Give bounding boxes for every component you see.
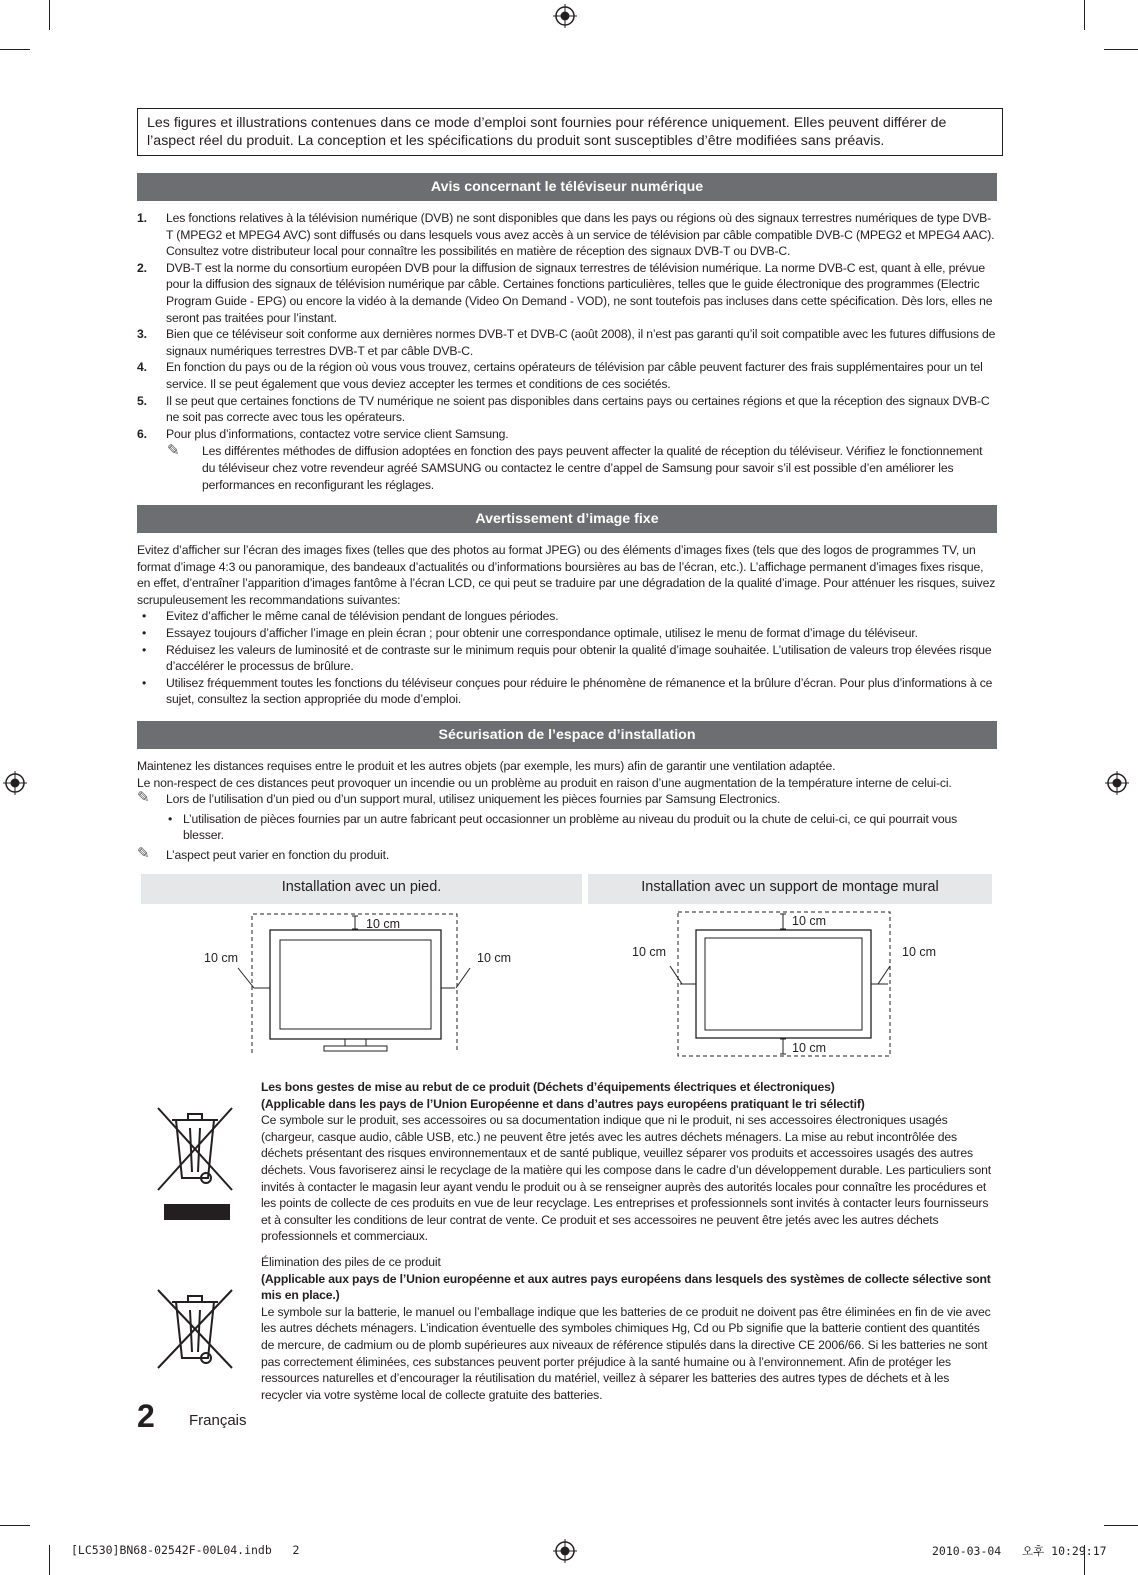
list-item: 2. DVB-T est la norme du consortium européen DVB pour la diffusion de signaux terrestres de télévision numérique. La norme DVB-C est, quant à elle, prévue pour la diffusion des signaux de télévision numérique par câble. Certaines fonctions particulières, telles que le guide électronique des programmes (Electric Program Guide - EPG) ou encore la vidéo à la demande (Video On Demand - VOD), ne sont toutefois pas incluses dans cette spécification. Dès lors, elles ne seront pas traitées pour l’instant. <box>137 260 993 325</box>
registration-mark-icon <box>3 771 27 795</box>
disclaimer-box: Les figures et illustrations contenues dans ce mode d’emploi sont fournies pour référence uniquement. Elles peuvent différer de l’aspect réel du produit. La conception et les spécifications du produit sont susceptibles d’être modifiées sans préavis. <box>137 108 1003 156</box>
digital-tv-list <box>137 210 997 493</box>
parts-subbullet: • L’utilisation de pièces fournies par un autre fabricant peut occasionner un problème au niveau du produit ou la chute de celui-ci, ce qui pourrait vous blesser. <box>168 811 958 843</box>
installation-line: Maintenez les distances requises entre le produit et les autres objets (par exemple, les murs) afin de garantir une ventilation adaptée. <box>137 759 836 773</box>
clearance-top-label: 10 cm <box>366 917 401 931</box>
page-number: 2 <box>137 1398 155 1434</box>
installation-line: Le non-respect de ces distances peut provoquer un incendie ou un problème au produit en raison d’une augmentation de la température interne de celui-ci. <box>137 775 952 790</box>
list-item: • Réduisez les valeurs de luminosité et de contraste sur le minimum requis pour obtenir la qualité d’image souhaitée. L’utilisation de valeurs trop élevées risque d’accélérer le processus de brûlure. <box>142 642 992 674</box>
still-image-intro: Evitez d’afficher sur l’écran des images fixes (telles que des photos au format JPEG) ou des éléments d’images fixes (tels que des logos de programmes TV, un format d’image 4:3 ou panoramique, des bandeaux d’actualités ou d’informations boursières au bas de l’écran, etc.). L’affichage permanent d’images fixes risque, en effet, d’entraîner l’apparition d’images fantôme à l’écran LCD, ce qui peut se traduire par une dégradation de la qualité d’image. Pour atténuer les risques, suivez scrupuleusement les recommandations suivantes: <box>137 543 996 607</box>
list-item: • Essayez toujours d’afficher l’image en plein écran ; pour obtenir une correspondance optimale, utilisez le menu de format d’image du téléviseur. <box>142 625 918 640</box>
crop-mark <box>49 1545 50 1575</box>
list-item: 3. Bien que ce téléviseur soit conforme aux dernières normes DVB-T et DVB-C (août 2008), il n’est pas garanti qu’il soit compatible avec les futures diffusions de signaux numériques terrestres DVB-T et par câble DVB-C. <box>137 327 996 358</box>
clearance-left-label: 10 cm <box>204 951 239 965</box>
battery-subtitle: (Applicable aux pays de l’Union européenne et aux autres pays européens dans lesquels des systèmes de collecte sélective sont mis en place.) <box>261 1271 991 1303</box>
appearance-note: ✎ L’aspect peut varier en fonction du produit. <box>137 844 390 862</box>
crop-mark <box>1104 1525 1138 1526</box>
list-item: • Utilisez fréquemment toutes les fonctions du téléviseur conçues pour réduire le phénomène de rémanence et la brûlure d’écran. Pour plus d’informations à ce sujet, consultez la section appropriée du mode d’emploi. <box>142 675 993 707</box>
registration-mark-icon <box>1105 771 1129 795</box>
weee-body: Ce symbole sur le produit, ses accessoires ou sa documentation indique que ni le produit, ni ses accessoires électroniques usagés (chargeur, casque audio, câble USB, etc.) ne peuvent être jetés avec les autres déchets ménagers. La mise au rebut incontrôlée des déchets présentant des risques environnementaux et de santé publique, veuillez séparer vos produits et accessoires usagés des autres déchets. Vous favoriserez ainsi le recyclage de la matière qui les compose dans le cadre d’un développement durable. Les particuliers sont invités à contacter le magasin leur ayant vendu le produit ou à se renseigner auprès des autorités locales pour connaître les procédures et les points de collecte de ces produits en vue de leur recyclage. Les entreprises et professionnels sont invités à contacter leurs fournisseurs et à consulter les conditions de leur contrat de vente. Ce produit et ses accessoires ne peuvent être jetés avec les autres déchets professionnels et commerciaux. <box>261 1113 991 1244</box>
clearance-right-label: 10 cm <box>902 945 937 959</box>
reception-note: ✎ Les différentes méthodes de diffusion adoptées en fonction des pays peuvent affecter la qualité de réception du téléviseur. Vérifiez le fonctionnement du téléviseur chez votre revendeur agréé SAMSUNG ou contactez le centre d’appel de Samsung pour savoir s’il est possible d’en améliorer les performances en reconfigurant les réglages. <box>167 442 983 492</box>
crop-mark <box>1084 0 1085 30</box>
note-pencil-icon: ✎ <box>167 442 180 460</box>
weee-subtitle: (Applicable dans les pays de l’Union Européenne et dans d’autres pays européens pratiquant le tri sélectif) <box>261 1096 865 1111</box>
list-item: 5. Il se peut que certaines fonctions de TV numérique ne soient pas disponibles dans certains pays ou certaines régions et que la réception des signaux DVB-C ne soit pas correcte avec tous les opérateurs. <box>137 393 990 425</box>
print-timestamp: 2010-03-04 오후 10:29:17 <box>932 1544 1107 1558</box>
crop-mark <box>0 1525 30 1526</box>
stand-install-heading: Installation avec un pied. <box>141 874 582 904</box>
crossed-out-bin-icon <box>150 1098 240 1223</box>
clearance-right-label: 10 cm <box>477 951 512 965</box>
battery-body: Le symbole sur la batterie, le manuel ou l’emballage indique que les batteries de ce produit ne doivent pas être éliminées en fin de vie avec les autres déchets ménagers. L’indication éventuelle des symboles chimiques Hg, Cd ou Pb signifie que la batterie contient des quantités de mercure, de cadmium ou de plomb supérieures aux niveaux de référence stipulés dans la directive CE 2006/66. Si les batteries ne sont pas correctement éliminées, ces substances peuvent porter préjudice à la santé humaine ou à l’environnement. Afin de protéger les ressources naturelles et d’encourager la réutilisation du matériel, veillez à séparer les batteries des autres types de déchets et à les recycler via votre système local de collecte gratuite des batteries. <box>261 1304 991 1402</box>
crop-mark <box>1104 49 1138 50</box>
list-item: 6. Pour plus d’informations, contactez votre service client Samsung. <box>137 426 509 441</box>
clearance-bottom-label: 10 cm <box>792 1041 827 1055</box>
section-title-still-image: Avertissement d’image fixe <box>137 505 997 533</box>
clearance-top-label: 10 cm <box>792 914 827 928</box>
print-file-name: [LC530]BN68-02542F-00L04.indb 2 <box>71 1543 300 1557</box>
section-title-installation: Sécurisation de l’espace d’installation <box>137 721 997 749</box>
stand-installation-diagram <box>200 908 530 1058</box>
note-pencil-icon: ✎ <box>137 844 150 862</box>
crop-mark <box>49 0 50 30</box>
crop-mark <box>0 49 30 50</box>
crossed-out-battery-bin-icon <box>150 1280 240 1375</box>
registration-mark-icon <box>553 1539 577 1563</box>
still-image-content <box>137 542 997 708</box>
wall-installation-diagram <box>628 908 948 1060</box>
list-item: 4. En fonction du pays ou de la région où vous vous trouvez, certains opérateurs de télévision par câble peuvent facturer des frais supplémentaires pour un tel service. Il se peut également que vous deviez accepter les termes et conditions de ces sociétés. <box>137 360 983 391</box>
list-item: • Evitez d’afficher le même canal de télévision pendant de longues périodes. <box>142 609 559 624</box>
note-pencil-icon: ✎ <box>137 789 150 807</box>
section-title-digital-tv: Avis concernant le téléviseur numérique <box>137 173 997 201</box>
registration-mark-icon <box>553 4 577 28</box>
battery-section <box>261 1254 991 1403</box>
clearance-left-label: 10 cm <box>632 945 667 959</box>
page-language: Français <box>189 1412 247 1429</box>
installation-content <box>137 758 997 864</box>
battery-title: Élimination des piles de ce produit <box>261 1255 441 1269</box>
list-item: 1. Les fonctions relatives à la télévision numérique (DVB) ne sont disponibles que dans les pays ou régions où des signaux terrestres numériques de type DVB-T (MPEG2 et MPEG4 AVC) sont diffusés ou dans lesquels vous avez accès à un service de télévision par câble compatible DVB-C (MPEG2 et MPEG4 AAC). Consultez votre distributeur local pour connaître les possibilités en matière de réception des signaux DVB-T ou DVB-C. <box>137 211 995 259</box>
weee-section <box>261 1079 991 1245</box>
wall-install-heading: Installation avec un support de montage mural <box>588 874 992 904</box>
parts-note: ✎ Lors de l’utilisation d’un pied ou d’un support mural, utilisez uniquement les pièces fournies par Samsung Electronics. <box>137 789 781 807</box>
weee-title: Les bons gestes de mise au rebut de ce produit (Déchets d’équipements électriques et électroniques) <box>261 1080 835 1094</box>
